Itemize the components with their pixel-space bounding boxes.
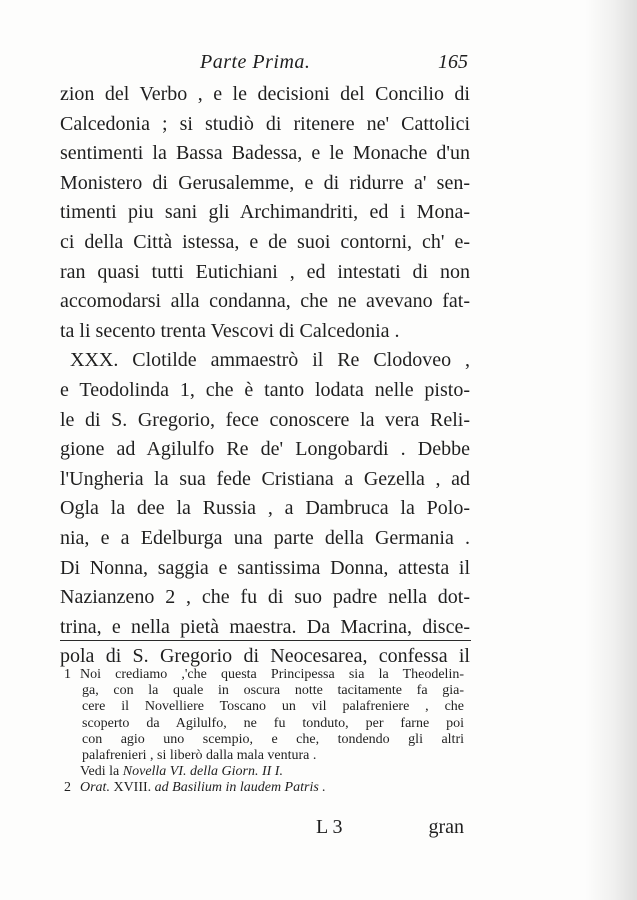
text-line: ci della Città istessa, e de suoi contorni, ch' e-: [60, 230, 470, 253]
signature-mark: L 3: [316, 816, 343, 838]
text-line: Monistero di Gerusalemme, e di ridurre a' sen-: [60, 171, 470, 194]
text-line: gione ad Agilulfo Re de' Longobardi . Debbe: [60, 438, 470, 461]
page-footer: [60, 816, 470, 842]
main-text: [60, 80, 470, 672]
text-line: l'Ungheria la sua fede Cristiana a Gezella , ad: [60, 467, 470, 490]
footnote-1-reference: Vedi la Novella VI. della Giorn. II I.: [80, 764, 283, 780]
text-line: Calcedonia ; si studiò di ritenere ne' Cattolici: [60, 112, 470, 135]
text-line: ran quasi tutti Eutichiani , ed intestati di non: [60, 260, 470, 283]
text-line: trina, e nella pietà maestra. Da Macrina, disce-: [60, 615, 470, 638]
running-head: Parte Prima.: [200, 51, 311, 73]
footnote-1-line: scoperto da Agilulfo, ne fu tonduto, per farne poi: [82, 715, 464, 731]
footnote-2-line: 2 Orat. XVIII. ad Basilium in laudem Patris .: [64, 780, 326, 796]
text-line: pola di S. Gregorio di Neocesarea, confessa il: [60, 645, 470, 668]
footnote-1-line: palafrenieri , si liberò dalla mala ventura .: [82, 747, 317, 763]
footnote-1-ref-title: Novella VI. della Giorn. II I.: [122, 764, 283, 780]
text-line: Nazianzeno 2 , che fu di suo padre nella dot-: [60, 586, 470, 609]
page-header: [60, 49, 468, 79]
footnote-1-line: ga, con la quale in oscura notte tacitamente fa gia-: [82, 683, 464, 699]
footnote-1-line: con agio uno scempio, e che, tondendo gli altri: [82, 731, 464, 747]
footnote-1-mark: 1: [64, 667, 71, 682]
page-edge-shadow: [585, 0, 637, 900]
text-line: timenti piu sani gli Archimandriti, ed i Mona-: [60, 201, 470, 224]
text-line: sentimenti la Bassa Badessa, e le Monache d'un: [60, 142, 470, 165]
text-line: nia, e a Edelburga una parte della Germania .: [60, 526, 470, 549]
text-line: e Teodolinda 1, che è tanto lodata nelle pisto-: [60, 378, 470, 401]
footnotes: [64, 667, 464, 797]
text-line: accomodarsi alla condanna, che ne avevano fat-: [60, 290, 470, 313]
text-line: zion del Verbo , e le decisioni del Concilio di: [60, 83, 470, 105]
page-number: 165: [438, 51, 468, 73]
footnote-2-mark: 2: [64, 780, 71, 796]
text-line: Ogla la dee la Russia , a Dambruca la Polo-: [60, 497, 470, 520]
paragraph-start-line: XXX. Clotilde ammaestrò il Re Clodoveo ,: [70, 349, 470, 372]
footnote-1-line: 1 Noi crediamo ,'che questa Principessa sia la Theodelin-: [64, 667, 464, 682]
text-line: ta li secento trenta Vescovi di Calcedonia .: [60, 319, 400, 342]
text-line: Di Nonna, saggia e santissima Donna, attesta il: [60, 556, 470, 579]
catchword: gran: [428, 816, 464, 838]
footnote-rule: [60, 640, 471, 641]
text-line: le di S. Gregorio, fece conoscere la vera Reli-: [60, 408, 470, 431]
footnote-1-line: cere il Novelliere Toscano un vil palafreniere , che: [82, 699, 464, 715]
